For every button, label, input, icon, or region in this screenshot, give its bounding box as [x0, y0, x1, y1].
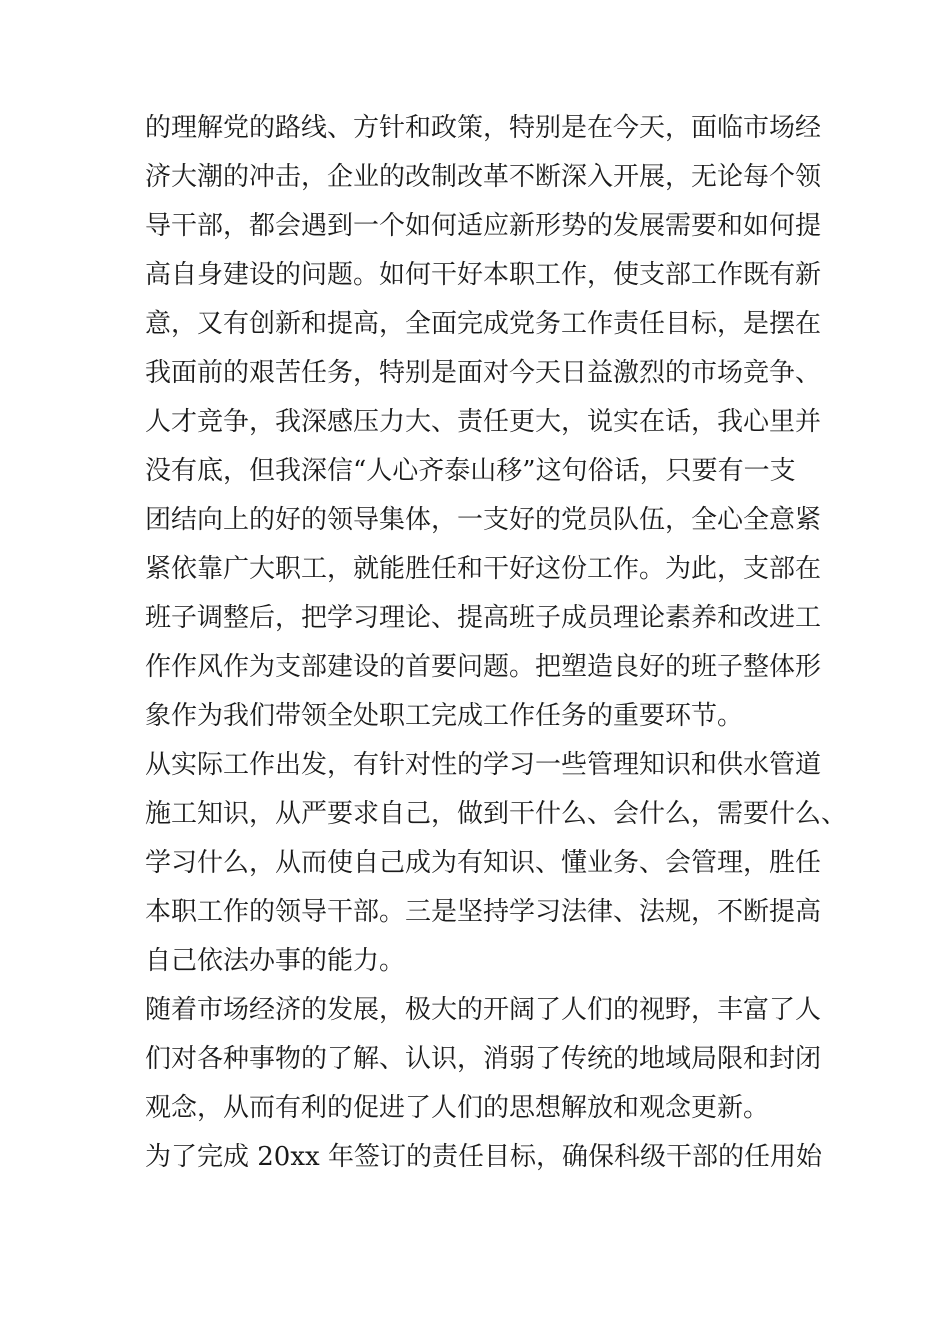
text-line: 学习什么，从而使自己成为有知识、懂业务、会管理，胜任: [145, 848, 822, 878]
text-line: 自己依法办事的能力。: [145, 946, 406, 976]
text-line: 为了完成 20xx 年签订的责任目标，确保科级干部的任用始: [145, 1142, 822, 1172]
text-line: 象作为我们带领全处职工完成工作任务的重要环节。: [145, 701, 744, 731]
text-line: 施工知识，从严要求自己，做到干什么、会什么，需要什么、: [145, 799, 848, 829]
text-line: 随着市场经济的发展，极大的开阔了人们的视野，丰富了人: [145, 995, 822, 1025]
text-line: 观念，从而有利的促进了人们的思想解放和观念更新。: [145, 1093, 770, 1123]
text-line: 本职工作的领导干部。三是坚持学习法律、法规，不断提高: [145, 897, 822, 927]
text-line: 班子调整后，把学习理论、提高班子成员理论素养和改进工: [145, 603, 822, 633]
body-text: [145, 104, 848, 1182]
text-line: 从实际工作出发，有针对性的学习一些管理知识和供水管道: [145, 750, 822, 780]
text-line: 们对各种事物的了解、认识，消弱了传统的地域局限和封闭: [145, 1044, 822, 1074]
text-line: 团结向上的好的领导集体，一支好的党员队伍，全心全意紧: [145, 505, 822, 535]
text-line: 导干部，都会遇到一个如何适应新形势的发展需要和如何提: [145, 211, 822, 241]
text-line: 济大潮的冲击，企业的改制改革不断深入开展，无论每个领: [145, 162, 822, 192]
text-line: 人才竞争，我深感压力大、责任更大，说实在话，我心里并: [145, 407, 822, 437]
text-line: 高自身建设的问题。如何干好本职工作，使支部工作既有新: [145, 260, 822, 290]
text-line: 意，又有创新和提高，全面完成党务工作责任目标，是摆在: [145, 309, 822, 339]
text-line: 我面前的艰苦任务，特别是面对今天日益激烈的市场竞争、: [145, 358, 822, 388]
text-line: 没有底，但我深信“人心齐泰山移”这句俗话，只要有一支: [145, 456, 796, 486]
text-line: 紧依靠广大职工，就能胜任和干好这份工作。为此，支部在: [145, 554, 822, 584]
text-line: 的理解党的路线、方针和政策，特别是在今天，面临市场经: [145, 113, 822, 143]
text-line: 作作风作为支部建设的首要问题。把塑造良好的班子整体形: [145, 652, 822, 682]
